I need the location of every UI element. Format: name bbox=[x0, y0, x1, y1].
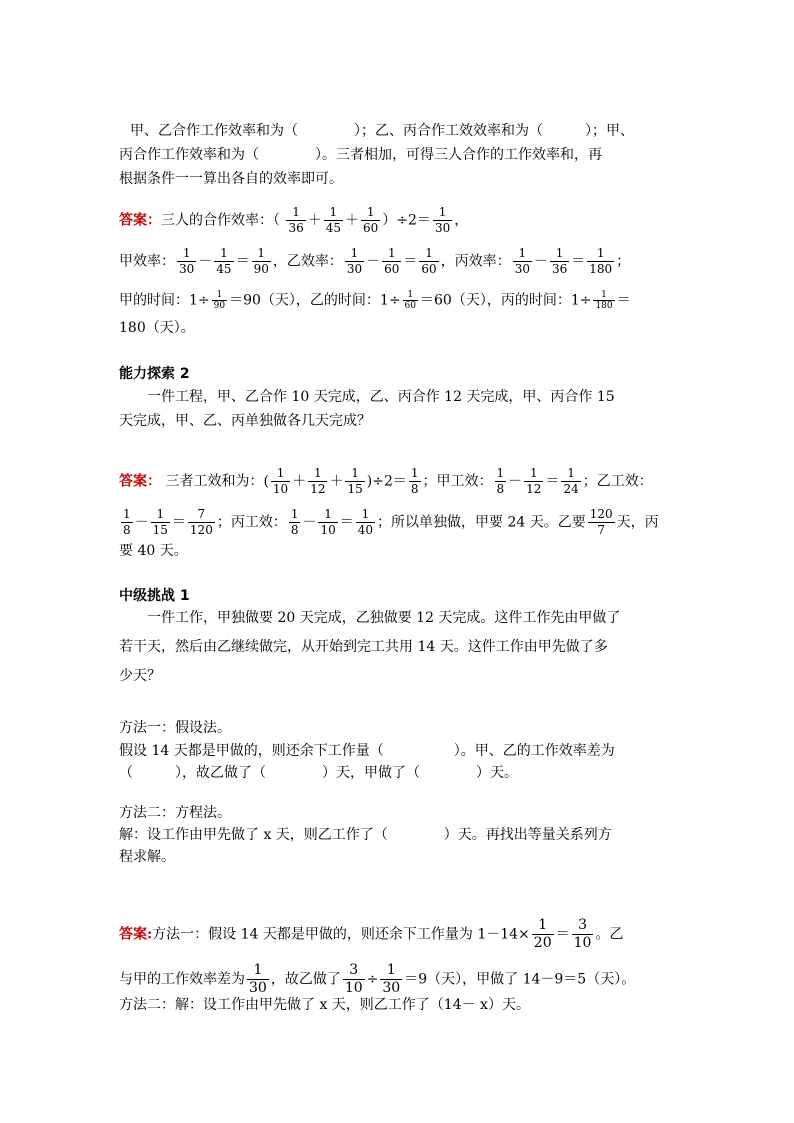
fraction bbox=[588, 507, 615, 538]
denominator: 60 bbox=[404, 301, 416, 311]
denominator: 24 bbox=[563, 482, 579, 496]
numerator: 1 bbox=[151, 507, 170, 523]
numerator: 1 bbox=[561, 466, 580, 482]
numerator: 1 bbox=[308, 466, 327, 482]
denominator: 12 bbox=[526, 482, 542, 496]
text: ，乙效率： bbox=[272, 253, 343, 270]
s1-line1: 甲、乙合作工作效率和为（ ）；乙、丙合作工效效率和为（ ）；甲、 bbox=[130, 123, 634, 139]
denominator: 180 bbox=[589, 262, 613, 276]
denominator: 10 bbox=[272, 482, 289, 496]
text: ，丙效率： bbox=[440, 253, 511, 270]
denominator: 30 bbox=[382, 980, 401, 996]
denominator: 90 bbox=[213, 301, 226, 311]
numerator: 1 bbox=[177, 246, 196, 262]
s1-line2: 丙合作工作效率和为（ ）。三者相加，可得三人合作的工作效率和，再 bbox=[119, 147, 602, 163]
s1-combined-line: 答案：三人的合作效率：（ $\frac{1}{36}$ ＋ $\frac{1}{45}$ ＋ $\frac{1}{60}$ ）÷2＝ $\frac{1}{30}$ ， bbox=[119, 205, 469, 235]
denominator: 60 bbox=[384, 262, 400, 276]
denominator: 8 bbox=[290, 523, 299, 537]
text: ）÷2＝ bbox=[382, 212, 431, 229]
fraction bbox=[271, 466, 290, 497]
fraction bbox=[572, 917, 594, 952]
s2-question-1: 一件工程，甲、乙合作 10 天完成，乙、丙合作 12 天完成，甲、丙合作 15 bbox=[147, 389, 615, 405]
numerator: 1 bbox=[290, 507, 299, 521]
heading-explore-2: 能力探索 2 bbox=[119, 366, 190, 382]
denominator: 8 bbox=[410, 482, 419, 496]
text: ＝ bbox=[616, 292, 631, 309]
fraction bbox=[212, 290, 227, 311]
numerator: 1 bbox=[212, 290, 227, 301]
text: 三者工效和为：( bbox=[165, 473, 269, 490]
denominator: 7 bbox=[597, 523, 606, 537]
text: ，故乙做了 bbox=[270, 971, 341, 988]
fraction bbox=[356, 507, 375, 538]
text: 甲的时间：1÷ bbox=[119, 292, 210, 309]
numerator: 1 bbox=[382, 246, 401, 262]
denominator: 20 bbox=[533, 935, 552, 951]
denominator: 36 bbox=[288, 221, 304, 235]
denominator: 40 bbox=[357, 523, 374, 537]
fraction bbox=[247, 962, 269, 997]
denominator: 10 bbox=[344, 980, 363, 996]
s2-answer-line2: $\frac{1}{8}$ － $\frac{1}{15}$ ＝ $\frac{7}{120}$ ；丙工效： $\frac{1}{8}$ － $\frac{1}{10}$ ＝ $\frac{1}{40}$ ；所以单独做，甲要 24 天。乙要 $\frac{120}{7}$ 天，丙 bbox=[123, 507, 659, 537]
numerator: 1 bbox=[513, 246, 532, 262]
text: ；甲工效： bbox=[422, 473, 493, 490]
numerator: 1 bbox=[587, 246, 614, 262]
numerator: 1 bbox=[356, 507, 375, 523]
numerator: 3 bbox=[572, 917, 594, 935]
fraction bbox=[361, 205, 380, 236]
fraction bbox=[587, 246, 614, 277]
numerator: 120 bbox=[589, 507, 613, 521]
text: 三人的合作效率：（ bbox=[161, 212, 280, 229]
fraction bbox=[121, 507, 133, 538]
fraction bbox=[177, 246, 196, 277]
text: ＝ bbox=[555, 926, 570, 943]
method2-line1: 解：设工作由甲先做了 x 天，则乙工作了（ ）天。再找出等量关系列方 bbox=[119, 827, 612, 843]
numerator: 1 bbox=[419, 246, 438, 262]
denominator: 8 bbox=[496, 482, 505, 496]
s1-time-line bbox=[119, 290, 631, 311]
numerator: 1 bbox=[380, 962, 402, 980]
denominator: 10 bbox=[320, 523, 336, 537]
text: ；所以单独做，甲要 24 天。乙要 bbox=[377, 514, 586, 531]
numerator: 1 bbox=[214, 246, 233, 262]
numerator: 1 bbox=[345, 246, 364, 262]
denominator: 60 bbox=[363, 221, 379, 235]
text: ＝90（天），乙的时间：1÷ bbox=[229, 292, 401, 309]
s3-question-2: 若干天，然后由乙继续做完，从开始到完工共用 14 天。这件工作由甲先做了多 bbox=[119, 639, 608, 655]
fraction bbox=[286, 205, 305, 236]
fraction bbox=[513, 246, 532, 277]
fraction bbox=[524, 466, 543, 497]
denominator: 45 bbox=[325, 221, 342, 235]
fraction bbox=[252, 246, 271, 277]
method1-line1: 假设 14 天都是甲做的，则还余下工作量（ ）。甲、乙的工作效率差为 bbox=[119, 743, 615, 759]
fraction bbox=[382, 246, 401, 277]
numerator: 1 bbox=[550, 246, 569, 262]
text: ＝60（天），丙的时间：1÷ bbox=[420, 292, 592, 309]
s2-answer-line1: 答案： 三者工效和为：( $\frac{1}{10}$ ＋ $\frac{1}{12}$ ＋ $\frac{1}{15}$ )÷2＝ $\frac{1}{8}$ ；甲工效： $\frac{1}{8}$ － $\frac{1}{12}$ ＝ $\frac{1}{24}$ ；乙工效： bbox=[119, 466, 653, 496]
fraction bbox=[550, 246, 569, 277]
text: ÷ bbox=[366, 971, 379, 988]
fraction bbox=[433, 205, 452, 236]
denominator: 8 bbox=[123, 523, 131, 537]
s2-answer-line3: 要 40 天。 bbox=[119, 543, 188, 559]
fraction bbox=[214, 246, 233, 277]
numerator: 1 bbox=[247, 962, 269, 980]
denominator: 10 bbox=[573, 935, 592, 951]
fraction bbox=[308, 466, 327, 497]
fraction bbox=[318, 507, 337, 538]
heading-challenge-1: 中级挑战 1 bbox=[119, 588, 190, 604]
numerator: 1 bbox=[318, 507, 337, 523]
numerator: 1 bbox=[433, 205, 452, 221]
text: 与甲的工作效率差为 bbox=[119, 971, 245, 988]
denominator: 30 bbox=[514, 262, 530, 276]
fraction bbox=[188, 507, 215, 538]
numerator: 1 bbox=[532, 917, 554, 935]
text: 甲效率： bbox=[119, 253, 175, 270]
s3-question-3: 少天？ bbox=[119, 668, 161, 684]
fraction bbox=[561, 466, 580, 497]
text: ＝9（天），甲做了 14－9＝5（天）。 bbox=[404, 971, 636, 988]
method1-line2: （ ），故乙做了（ ）天，甲做了（ ）天。 bbox=[119, 765, 518, 781]
method2-title: 方法二：方程法。 bbox=[119, 805, 231, 821]
fraction bbox=[343, 962, 365, 997]
denominator: 15 bbox=[347, 482, 363, 496]
numerator: 1 bbox=[593, 290, 614, 301]
fraction bbox=[345, 466, 364, 497]
denominator: 12 bbox=[310, 482, 326, 496]
denominator: 30 bbox=[249, 980, 267, 996]
denominator: 30 bbox=[346, 262, 363, 276]
answer-label: 答案： bbox=[119, 473, 161, 490]
fraction bbox=[289, 507, 301, 538]
denominator: 30 bbox=[434, 221, 451, 235]
denominator: 36 bbox=[551, 262, 568, 276]
s1-time-last: 180（天）。 bbox=[119, 320, 195, 336]
denominator: 30 bbox=[179, 262, 195, 276]
text: ；丙工效： bbox=[216, 514, 287, 531]
s3-question-1: 一件工作，甲独做要 20 天完成，乙独做要 12 天完成。这件工作先由甲做了 bbox=[147, 610, 621, 626]
text: ；乙工效： bbox=[582, 473, 653, 490]
fraction bbox=[495, 466, 507, 497]
numerator: 1 bbox=[286, 205, 305, 221]
s1-efficiency-line: 甲效率： $\frac{1}{30}$ － $\frac{1}{45}$ ＝ $\frac{1}{90}$ ，乙效率： $\frac{1}{30}$ － $\frac{1}{60}$ ＝ $\frac{1}{60}$ ，丙效率： $\frac{1}{30}$ － $\frac{1}{36}$ ＝ $\frac{1}{180}$ ； bbox=[119, 246, 631, 276]
numerator: 1 bbox=[345, 466, 364, 482]
text: 天，丙 bbox=[616, 514, 659, 531]
numerator: 1 bbox=[252, 246, 271, 262]
answer-label: 答案: bbox=[119, 926, 153, 943]
numerator: 3 bbox=[343, 962, 365, 980]
method2-line2: 程求解。 bbox=[119, 849, 175, 865]
fraction bbox=[419, 246, 438, 277]
denominator: 45 bbox=[216, 262, 232, 276]
method1-title: 方法一：假设法。 bbox=[119, 720, 231, 736]
s3-answer-line1 bbox=[119, 917, 623, 952]
s3-answer-line2 bbox=[119, 962, 635, 997]
s2-question-2: 天完成，甲、乙、丙单独做各几天完成？ bbox=[119, 413, 371, 429]
s3-answer-line3: 方法二：解：设工作由甲先做了 x 天，则乙工作了（14－ x）天。 bbox=[119, 997, 530, 1013]
denominator: 120 bbox=[189, 523, 213, 537]
fraction bbox=[151, 507, 170, 538]
numerator: 1 bbox=[403, 290, 418, 301]
denominator: 90 bbox=[253, 262, 269, 276]
answer-label: 答案： bbox=[119, 212, 161, 229]
denominator: 180 bbox=[595, 301, 613, 311]
fraction bbox=[409, 466, 421, 497]
numerator: 1 bbox=[271, 466, 290, 482]
numerator: 1 bbox=[496, 466, 505, 480]
fraction bbox=[345, 246, 364, 277]
denominator: 60 bbox=[421, 262, 437, 276]
text: 。乙 bbox=[595, 926, 624, 943]
fraction bbox=[324, 205, 343, 236]
denominator: 15 bbox=[152, 523, 168, 537]
fraction bbox=[532, 917, 554, 952]
numerator: 1 bbox=[361, 205, 380, 221]
numerator: 1 bbox=[410, 466, 419, 480]
s1-line3: 根据条件一一算出各自的效率即可。 bbox=[119, 171, 343, 187]
numerator: 1 bbox=[524, 466, 543, 482]
numerator: 7 bbox=[188, 507, 215, 523]
fraction bbox=[380, 962, 402, 997]
text: 方法一：假设 14 天都是甲做的，则还余下工作量为 1－14× bbox=[152, 926, 530, 943]
fraction bbox=[403, 290, 418, 311]
fraction bbox=[593, 290, 614, 311]
text: )÷2＝ bbox=[366, 473, 407, 490]
numerator: 1 bbox=[324, 205, 343, 221]
numerator: 1 bbox=[123, 507, 131, 521]
